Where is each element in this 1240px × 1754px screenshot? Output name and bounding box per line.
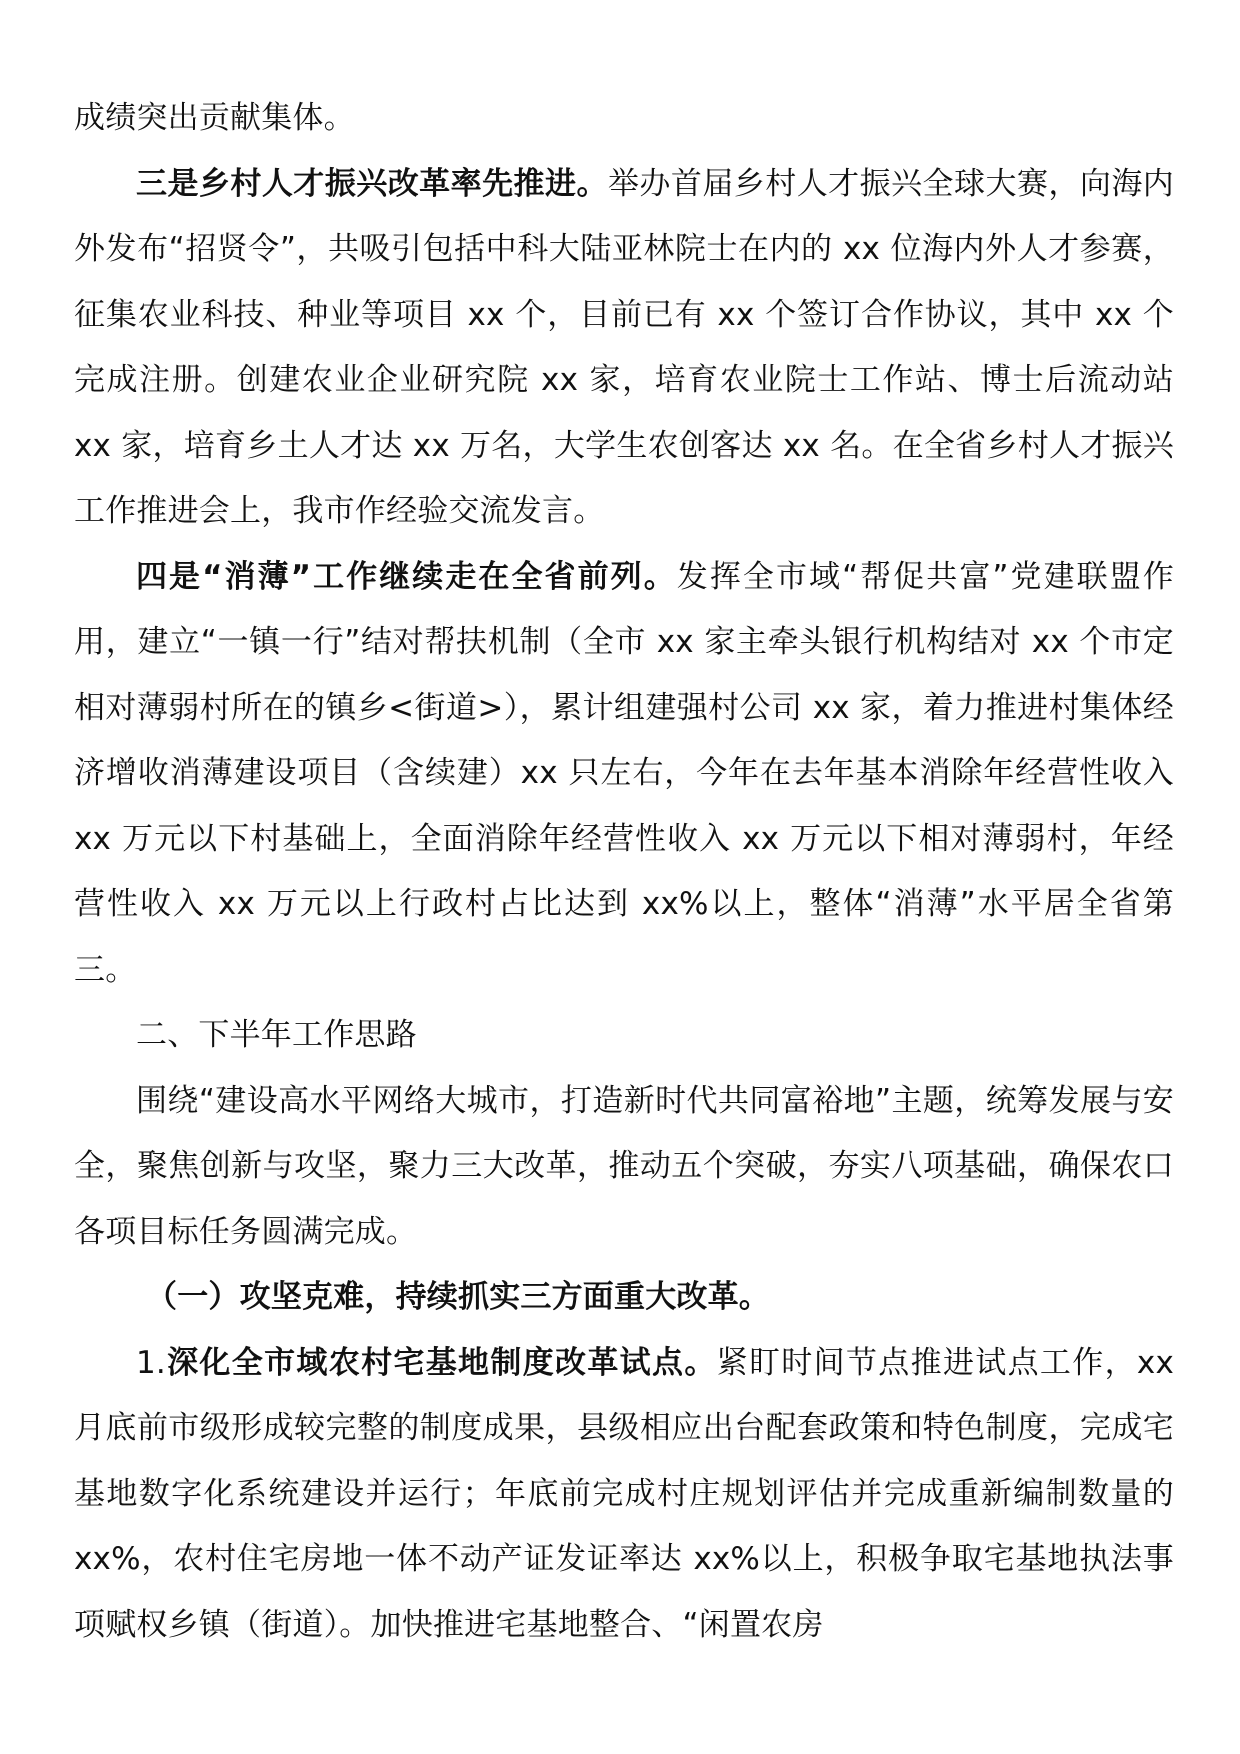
paragraph-text: 举办首届乡村人才振兴全球大赛，向海内外发布“招贤令”，共吸引包括中科大陆亚林院士在内的 xx 位海内外人才参赛，征集农业科技、种业等项目 xx 个，目前已有 xx 个签订合作协议，其中 xx 个完成注册。创建农业企业研究院 xx 家，培育农业院士工作站、博士后流动站 xx 家，培育乡土人才达 xx 万名，大学生农创客达 xx 名。在全省乡村人才振兴工作推进会上，我市作经验交流发言。 [74,165,1174,529]
section-heading-text: 二、下半年工作思路 [136,1017,417,1053]
paragraph-homestead-reform [74,1331,1174,1659]
subsection-heading-text: （一）攻坚克难，持续抓实三方面重大改革。 [146,1279,770,1315]
paragraph-number: 1. [136,1344,166,1381]
document-body [74,86,1174,1658]
paragraph-text: 紧盯时间节点推进试点工作，xx 月底前市级形成较完整的制度成果，县级相应出台配套政策和特色制度，完成宅基地数字化系统建设并运行；年底前完成村庄规划评估并完成重新编制数量的 xx%，农村住宅房地一体不动产证发证率达 xx%以上，积极争取宅基地执法事项赋权乡镇（街道）。加快推进宅基地整合、“闲置农房 [74,1344,1174,1643]
paragraph-text: 成绩突出贡献集体。 [74,100,355,136]
subsection-heading [74,1265,1174,1331]
paragraph-lead: 深化全市域农村宅基地制度改革试点。 [165,1344,717,1381]
paragraph-text: 围绕“建设高水平网络大城市，打造新时代共同富裕地”主题，统筹发展与安全，聚焦创新与攻坚，聚力三大改革，推动五个突破，夯实八项基础，确保农口各项目标任务圆满完成。 [74,1082,1174,1250]
paragraph-lead: 三是乡村人才振兴改革率先推进。 [136,165,608,202]
paragraph-theme [74,1069,1174,1266]
paragraph-lead: 四是“消薄”工作继续走在全省前列。 [136,558,677,595]
paragraph-talent-revitalization [74,152,1174,545]
paragraph-continuation [74,86,1174,152]
section-heading [74,1003,1174,1069]
paragraph-text: 发挥全市域“帮促共富”党建联盟作用，建立“一镇一行”结对帮扶机制（全市 xx 家主牵头银行机构结对 xx 个市定相对薄弱村所在的镇乡<街道>），累计组建强村公司 xx 家，着力推进村集体经济增收消薄建设项目（含续建）xx 只左右，今年在去年基本消除年经营性收入 xx 万元以下村基础上，全面消除年经营性收入 xx 万元以下相对薄弱村，年经营性收入 xx 万元以上行政村占比达到 xx%以上，整体“消薄”水平居全省第三。 [74,558,1174,988]
paragraph-xiaobao [74,545,1174,1004]
